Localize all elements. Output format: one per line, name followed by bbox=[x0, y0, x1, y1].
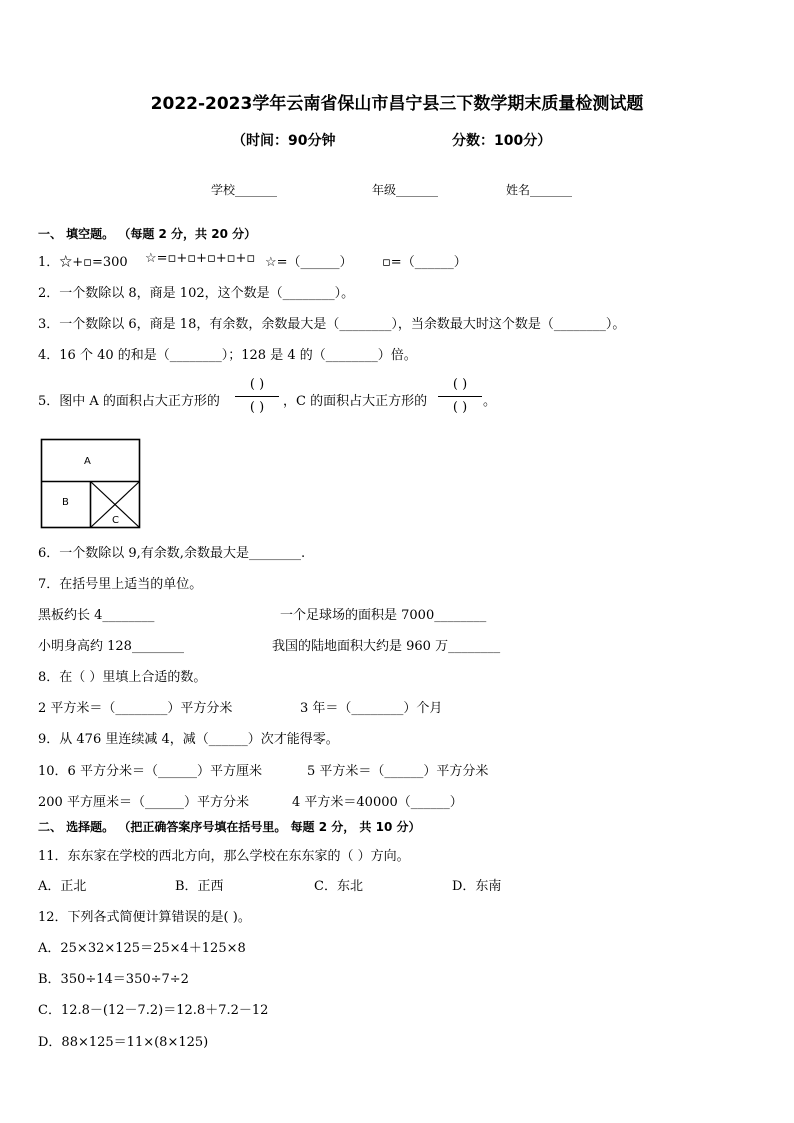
name-field: 姓名_______ bbox=[506, 183, 573, 197]
school-field: 学校_______ bbox=[211, 183, 278, 197]
question-5-part3: 。 bbox=[483, 394, 497, 409]
question-1d: ▫=（______） bbox=[382, 255, 467, 270]
question-12-option-a: A．25×32×125＝25×4＋125×8 bbox=[38, 941, 246, 956]
fraction-c-bar bbox=[438, 396, 482, 397]
square-figure bbox=[40, 438, 144, 530]
question-8a: 2 平方米＝（________）平方分米 bbox=[38, 701, 233, 716]
question-9: 9．从 476 里连续减 4，减（______）次才能得零。 bbox=[38, 732, 339, 747]
question-11-option-d: D．东南 bbox=[452, 879, 502, 894]
question-7c: 小明身高约 128________ bbox=[38, 639, 184, 654]
question-2: 2．一个数除以 8，商是 102，这个数是（________）。 bbox=[38, 286, 355, 301]
grade-field: 年级_______ bbox=[372, 183, 439, 197]
question-6: 6．一个数除以 9,有余数,余数最大是________. bbox=[38, 546, 306, 561]
fraction-c bbox=[438, 376, 482, 417]
question-11-option-a: A．正北 bbox=[38, 879, 87, 894]
question-11-option-b: B．正西 bbox=[175, 879, 224, 894]
question-8b: 3 年＝（________）个月 bbox=[300, 701, 443, 716]
question-11-stem: 11．东东家在学校的西北方向，那么学校在东东家的（ ）方向。 bbox=[38, 849, 410, 864]
question-1a: 1．☆+▫=300 bbox=[38, 255, 128, 270]
label-a: A bbox=[84, 456, 91, 467]
question-3: 3．一个数除以 6，商是 18，有余数，余数最大是（________），当余数最大时这个数是（________）。 bbox=[38, 317, 626, 332]
question-7d: 我国的陆地面积大约是 960 万________ bbox=[272, 639, 501, 654]
fraction-a-numerator: ( ) bbox=[249, 377, 265, 392]
question-10a: 10．6 平方分米＝（______）平方厘米 bbox=[38, 764, 262, 779]
question-1c: ☆=（______） bbox=[265, 255, 353, 270]
section-1-heading: 一、 填空题。 （每题 2 分，共 20 分） bbox=[38, 227, 257, 241]
question-4: 4．16 个 40 的和是（________）；128 是 4 的（________）倍。 bbox=[38, 348, 417, 363]
question-12-option-b: B．350÷14＝350÷7÷2 bbox=[38, 972, 189, 987]
page-title: 2022-2023学年云南省保山市昌宁县三下数学期末质量检测试题 bbox=[150, 94, 644, 114]
question-5-part1: 5．图中 A 的面积占大正方形的 bbox=[38, 394, 220, 409]
question-10b: 5 平方米＝（______）平方分米 bbox=[307, 764, 489, 779]
fraction-c-numerator: ( ) bbox=[452, 377, 468, 392]
fraction-a bbox=[235, 376, 279, 417]
label-c: C bbox=[112, 515, 119, 526]
exam-time: （时间：90分钟 bbox=[232, 133, 336, 149]
question-11-option-c: C．东北 bbox=[314, 879, 363, 894]
question-7b: 一个足球场的面积是 7000________ bbox=[280, 608, 487, 623]
exam-score: 分数：100分） bbox=[452, 133, 552, 149]
question-7-stem: 7．在括号里上适当的单位。 bbox=[38, 577, 203, 592]
question-10c: 200 平方厘米＝（______）平方分米 bbox=[38, 795, 249, 810]
section-2-heading: 二、 选择题。 （把正确答案序号填在括号里。 每题 2 分， 共 10 分） bbox=[38, 820, 421, 834]
fraction-a-denominator: ( ) bbox=[249, 400, 265, 415]
fraction-a-bar bbox=[235, 396, 279, 397]
fraction-c-denominator: ( ) bbox=[452, 400, 468, 415]
question-1b: ☆=▫+▫+▫+▫+▫ bbox=[145, 251, 256, 266]
question-12-stem: 12．下列各式简便计算错误的是( )。 bbox=[38, 910, 251, 925]
question-12-option-c: C．12.8－(12－7.2)＝12.8＋7.2－12 bbox=[38, 1003, 269, 1018]
label-b: B bbox=[62, 497, 69, 508]
question-7a: 黑板约长 4________ bbox=[38, 608, 155, 623]
question-10d: 4 平方米＝40000（______） bbox=[292, 795, 463, 810]
question-5-part2: ，C 的面积占大正方形的 bbox=[283, 394, 428, 409]
question-12-option-d: D．88×125＝11×(8×125) bbox=[38, 1035, 209, 1050]
question-8-stem: 8．在（ ）里填上合适的数。 bbox=[38, 670, 207, 685]
